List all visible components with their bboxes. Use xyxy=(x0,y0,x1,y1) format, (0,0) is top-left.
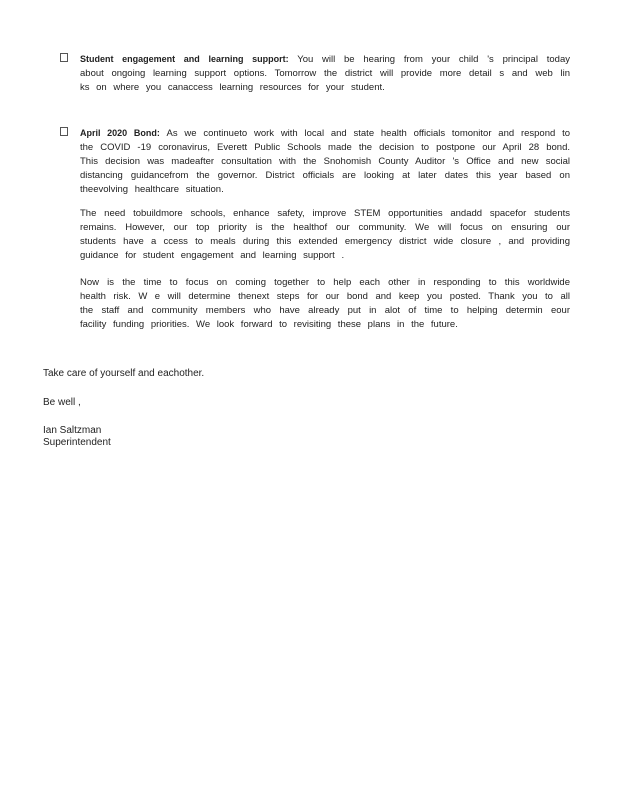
bullet-body: As we continueto work with local and state health officials tomonitor and respond to the COVID -19 coronavirus, Everett Public Schools made the decision to postpone our April 28 bond. This decision was madeafter consultation with the Snohomish County Auditor 's Office and new social distancing guidancefrom the governor. District officials are looking at later dates this year based on theevolving healthcare situation. xyxy=(80,128,570,195)
bullet-marker xyxy=(60,127,68,136)
closing-take-care: Take care of yourself and eachother. xyxy=(43,368,205,379)
bullet-text xyxy=(80,126,570,197)
bullet-bond xyxy=(60,126,570,197)
signature-title: Superintendent xyxy=(43,437,111,448)
paragraph-schools: The need tobuildmore schools, enhance safety, improve STEM opportunities andadd spacefor students remains. However, our top priority is the healthof our community. We will focus on ensuring our students have a ccess to meals during this extended emergency district wide closure , and providing guidance for student engagement and learning support . xyxy=(80,208,570,261)
paragraph-community: Now is the time to focus on coming together to help each other in responding to this worldwide health risk. W e will determine thenext steps for our bond and keep you posted. Thank you to all the staff and community members who have already put in alot of time to helping determin eour facility funding priorities. We look forward to revisiting these plans in the future. xyxy=(80,277,570,330)
closing-be-well: Be well , xyxy=(43,397,81,408)
bullet-body: You will be hearing from your child 's principal today about ongoing learning support options. Tomorrow the district will provide more detail s and web lin ks on where you canaccess learning resources for your student. xyxy=(80,54,570,93)
bullet-lead: Student engagement and learning support: xyxy=(80,54,298,64)
bullet-text xyxy=(80,52,570,95)
bullet-lead: April 2020 Bond: xyxy=(80,128,167,138)
signature-name: Ian Saltzman xyxy=(43,425,102,436)
bullet-engagement xyxy=(60,52,570,95)
bullet-marker xyxy=(60,53,68,62)
